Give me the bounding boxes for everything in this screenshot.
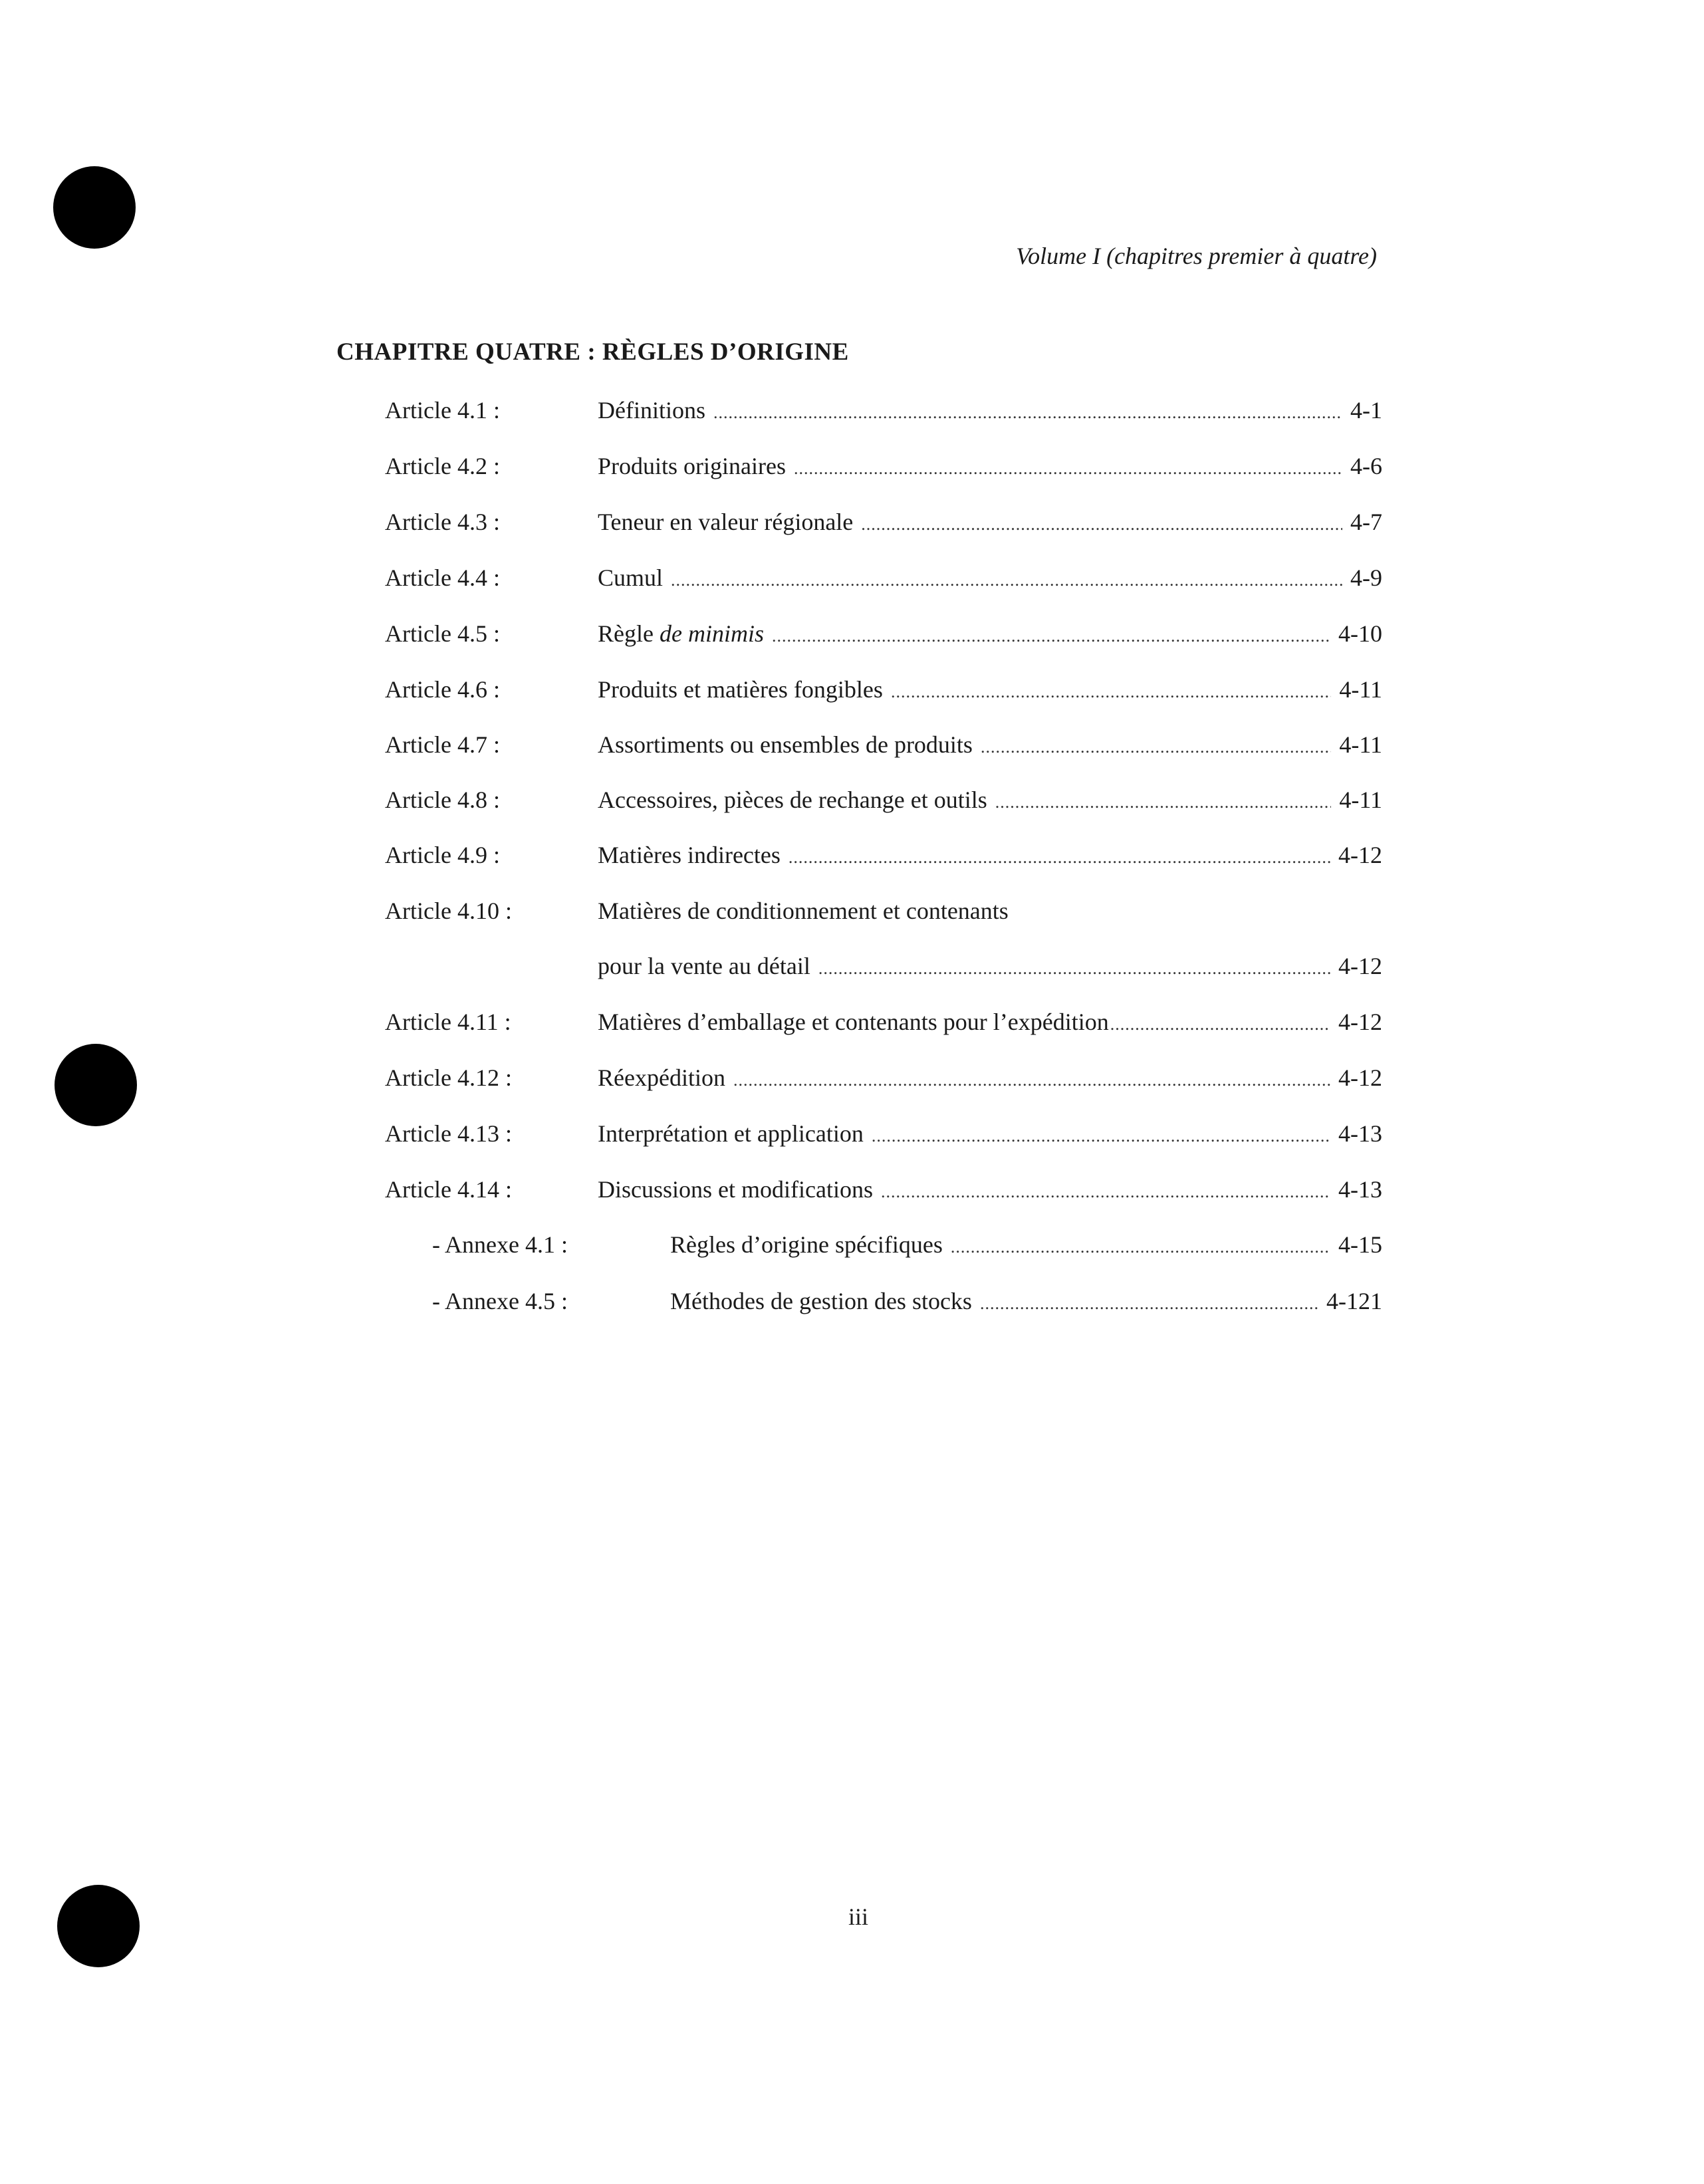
toc-page-number: 4-11	[1339, 787, 1382, 813]
toc-article-label: Article 4.14 :	[385, 1176, 512, 1203]
toc-article-label: Article 4.4 :	[385, 564, 500, 591]
dot-leader	[881, 1175, 1330, 1209]
toc-entry-title: Définitions	[598, 397, 705, 424]
toc-article-label: Article 4.5 :	[385, 620, 500, 647]
dot-leader	[789, 841, 1330, 874]
toc-entry	[598, 1117, 1382, 1153]
toc-article-label: Article 4.6 :	[385, 676, 500, 703]
dot-leader	[733, 1064, 1330, 1097]
toc-page-number: 4-6	[1350, 453, 1382, 479]
dot-leader	[891, 675, 1331, 709]
toc-entry-title: Réexpédition	[598, 1064, 725, 1091]
toc-entry-title-line2: pour la vente au détail	[598, 953, 810, 979]
binder-hole-top	[53, 166, 136, 249]
toc-article-label: Article 4.8 :	[385, 787, 500, 813]
toc-article-label: Article 4.13 :	[385, 1120, 512, 1147]
toc-page-number: 4-7	[1350, 509, 1382, 535]
toc-entry-title-line1: Matières de conditionnement et contenants	[598, 898, 1009, 924]
toc-article-label: Article 4.1 :	[385, 397, 500, 424]
toc-entry-title: Matières d’emballage et contenants pour l’expédition	[598, 1009, 1109, 1035]
binder-hole-bottom	[57, 1885, 140, 1967]
toc-entry	[598, 673, 1382, 709]
toc-entry	[598, 838, 1382, 874]
toc-entry	[598, 449, 1382, 485]
dot-leader	[981, 731, 1331, 764]
toc-entry	[598, 394, 1382, 429]
toc-article-label: Article 4.12 :	[385, 1064, 512, 1091]
toc-page-number: 4-9	[1350, 564, 1382, 591]
toc-entry	[598, 728, 1382, 764]
toc-entry-title: Produits et matières fongibles	[598, 676, 883, 703]
toc-entry	[598, 1173, 1382, 1209]
toc-entry-title: Produits originaires	[598, 453, 786, 479]
toc-entry	[598, 949, 1382, 985]
toc-page-number: 4-13	[1338, 1176, 1382, 1203]
toc-page-number: 4-1	[1350, 397, 1382, 424]
toc-entry	[598, 561, 1382, 597]
toc-entry-title	[598, 617, 764, 650]
running-header: Volume I (chapitres premier à quatre)	[1016, 243, 1377, 269]
toc-article-label: Article 4.2 :	[385, 453, 500, 479]
toc-annex-label: - Annexe 4.5 :	[432, 1288, 568, 1314]
toc-page-number: 4-12	[1338, 1064, 1382, 1091]
toc-page-number: 4-10	[1338, 620, 1382, 647]
dot-leader	[794, 452, 1342, 485]
toc-entry	[598, 505, 1382, 541]
toc-article-label: Article 4.10 :	[385, 898, 512, 924]
toc-annex-label: - Annexe 4.1 :	[432, 1231, 568, 1258]
toc-entry	[670, 1228, 1382, 1264]
toc-entry-title: Interprétation et application	[598, 1120, 864, 1147]
toc-page-number: 4-11	[1339, 731, 1382, 758]
dot-leader	[772, 620, 1330, 653]
toc-entry	[670, 1284, 1382, 1320]
toc-entry-title-prefix: Règle	[598, 620, 660, 647]
toc-entry-title: Discussions et modifications	[598, 1176, 873, 1203]
dot-leader	[671, 564, 1342, 597]
toc-entry	[598, 1061, 1382, 1097]
toc-entry-title: Cumul	[598, 564, 664, 591]
binder-hole-middle	[55, 1044, 137, 1126]
dot-leader	[713, 396, 1342, 429]
toc-article-label: Article 4.11 :	[385, 1009, 511, 1035]
toc-entry	[598, 783, 1382, 819]
toc-page-number: 4-12	[1338, 1009, 1382, 1035]
toc-entry-title-italic: de minimis	[659, 620, 764, 647]
toc-entry	[598, 617, 1382, 653]
dot-leader	[861, 508, 1342, 541]
dot-leader	[1110, 1008, 1330, 1041]
dot-leader	[980, 1287, 1318, 1320]
dot-leader	[951, 1231, 1330, 1264]
toc-page-number: 4-12	[1338, 953, 1382, 979]
toc-entry-title: Assortiments ou ensembles de produits	[598, 731, 973, 758]
toc-page-number: 4-12	[1338, 842, 1382, 868]
toc-entry	[598, 894, 1382, 927]
toc-page-number: 4-15	[1338, 1231, 1382, 1258]
toc-entry-title: Matières indirectes	[598, 842, 781, 868]
page-number: iii	[848, 1903, 869, 1930]
dot-leader	[995, 786, 1332, 819]
dot-leader	[818, 952, 1330, 985]
toc-entry-title: Règles d’origine spécifiques	[670, 1231, 943, 1258]
toc-entry-title: Méthodes de gestion des stocks	[670, 1288, 972, 1314]
toc-entry-title: Accessoires, pièces de rechange et outils	[598, 787, 987, 813]
dot-leader	[872, 1120, 1330, 1153]
toc-article-label: Article 4.7 :	[385, 731, 500, 758]
toc-page-number: 4-11	[1339, 676, 1382, 703]
toc-entry-title: Teneur en valeur régionale	[598, 509, 854, 535]
toc-entry	[598, 1005, 1382, 1041]
toc-page-number: 4-121	[1326, 1288, 1382, 1314]
chapter-title: CHAPITRE QUATRE : RÈGLES D’ORIGINE	[336, 338, 849, 366]
toc-article-label: Article 4.3 :	[385, 509, 500, 535]
toc-article-label: Article 4.9 :	[385, 842, 500, 868]
toc-page-number: 4-13	[1338, 1120, 1382, 1147]
